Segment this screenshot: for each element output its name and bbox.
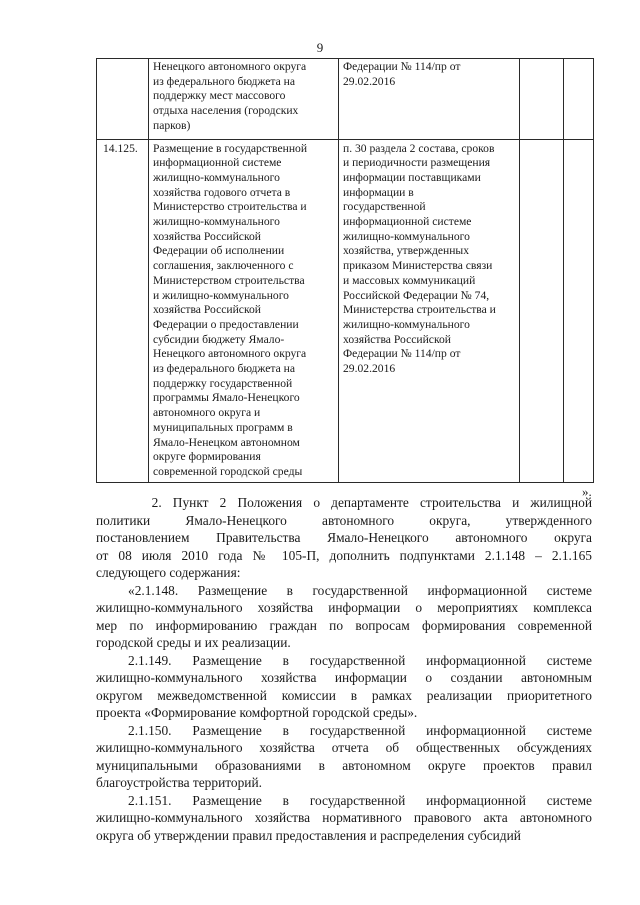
measure-text: Размещение в государственной информационной системе жилищно-коммунального хозяйства годового отчета в Министерство строительства и жилищно-коммунального хозяйства Российской Федерации об исполнении соглашения, заключенного с Министерством строительства и жилищно-коммунального хозяйства Российской Федерации о предоставлении субсидии бюджету Ямало- Ненецкого автономного округа из федерального бюджета на поддержку государственной программы Ямало-Ненецкого автономного округа и муниципальных программ в Ямало-Ненецком автономном округе формирования современной городской среды [153,141,308,478]
row-number-cell [97,139,149,482]
body-line: постановлением Правительства Ямало-Ненецкого автономного округа [96,530,592,545]
body-line: жилищно-коммунального хозяйства информации о мероприятиях комплекса [96,600,592,615]
body-line: проекта «Формирование комфортной городской среды». [96,705,418,720]
deadline-cell [520,59,564,140]
basis-cell [339,139,520,482]
body-line: 2.1.150. Размещение в государственной информационной системе [128,722,592,738]
body-line: 2.1.151. Размещение в государственной информационной системе [128,792,592,808]
responsible-cell [564,59,594,140]
closing-quote-mark: ». [582,484,592,499]
measure-cell [149,59,339,140]
measures-table [96,58,594,483]
basis-text: Федерации № 114/пр от 29.02.2016 [343,60,461,88]
body-line: муниципальными образованиями в автономном округе проектов правил [96,757,592,773]
body-line: «2.1.148. Размещение в государственной информационной системе [128,582,592,598]
body-line: 2.1.149. Размещение в государственной информационной системе [128,652,592,668]
body-line: округом межведомственной комиссии в рамках реализации приоритетного [96,687,592,703]
page-number: 9 [316,40,324,55]
body-line: жилищно-коммунального хозяйства информации о создании автономным [96,670,592,685]
body-line: жилищно-коммунального хозяйства отчета об общественных обсуждениях [96,740,592,755]
body-line: от 08 июля 2010 года № 105-П, дополнить подпунктами 2.1.148 – 2.1.165 [96,547,592,563]
body-line: мер по информированию граждан по вопросам формирования современной [96,617,592,633]
body-line: жилищно-коммунального хозяйства нормативного правового акта автономного [96,810,592,825]
body-line: благоустройства территорий. [96,775,262,790]
responsible-cell [564,139,594,482]
body-line: 2. Пункт 2 Положения о департаменте строительства и жилищной [96,495,592,510]
body-line: политики Ямало-Ненецкого автономного округа, утвержденного [96,512,592,528]
row-number: 14.125. [103,141,138,155]
measure-cell [149,139,339,482]
body-line: городской среды и их реализации. [96,635,291,650]
row-number-cell [97,59,149,140]
basis-cell [339,59,520,140]
table-row [97,139,594,482]
table-row [97,59,594,140]
measure-text: Ненецкого автономного округа из федерального бюджета на поддержку мест массового отдыха населения (городских парков) [153,60,307,132]
basis-text: п. 30 раздела 2 состава, сроков и периодичности размещения информации поставщиками информации в государственной информационной системе жилищно-коммунального хозяйства, утвержденных приказом Министерства связи и массовых коммуникаций Российской Федерации № 74, Министерства строительства и жилищно-коммунального хозяйства Российской Федерации № 114/пр от 29.02.2016 [343,141,496,376]
deadline-cell [520,139,564,482]
amendment-body-text [96,494,592,844]
body-line: следующего содержания: [96,565,241,580]
body-line: округа об утверждении правил предоставления и распределения субсидий [96,827,521,843]
